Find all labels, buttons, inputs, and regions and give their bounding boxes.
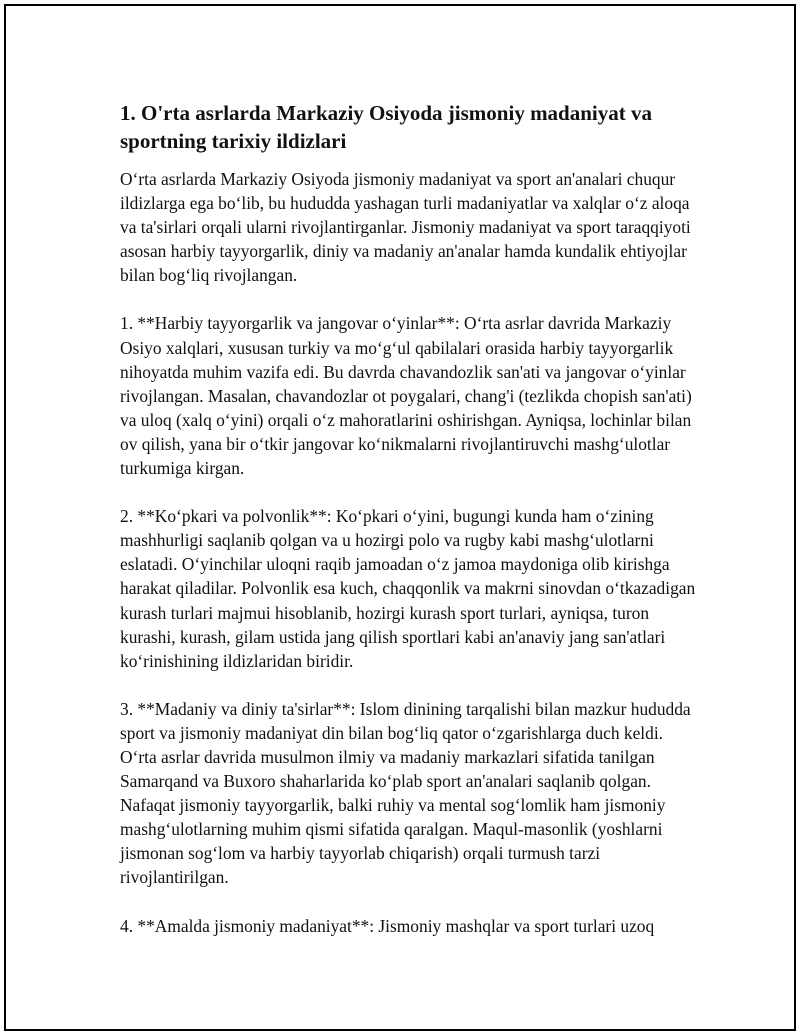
- paragraph-kopkari-wrestling: 2. **Ko‘pkari va polvonlik**: Ko‘pkari o‘yini, bugungi kunda ham o‘zining mashhurligi saqlanib qolgan va u hozirgi polo va rugby kabi mashg‘ulotlarni eslatadi. O‘yinchilar uloqni raqib jamoadan o‘z jamoa maydoniga olib kirishga harakat qiladilar. Polvonlik esa kuch, chaqqonlik va makrni sinovdan o‘tkazadigan kurash turlari majmui hisoblanib, hozirgi kurash sport turlari, ayniqsa, turon kurashi, kurash, gilam ustida jang qilish sportlari kabi an'anaviy jang san'atlari ko‘rinishining ildizlaridan biridir.: [120, 506, 696, 671]
- document-title: 1. O'rta asrlarda Markaziy Osiyoda jismoniy madaniyat va sportning tarixiy ildizlari: [120, 101, 652, 153]
- page-frame: [4, 4, 796, 1031]
- paragraph-cultural-religious: 3. **Madaniy va diniy ta'sirlar**: Islom dinining tarqalishi bilan mazkur hududda sport va jismoniy madaniyat din bilan bog‘liq qator o‘zgarishlarga duch keldi. O‘rta asrlar davrida musulmon ilmiy va madaniy markazlari sifatida tanilgan Samarqand va Buxoro shaharlarida ko‘plab sport an'analari saqlanib qolgan. Nafaqat jismoniy tayyorgarlik, balki ruhiy va mental sog‘lomlik ham jismoniy mashg‘ulotlarning muhim qismi sifatida qaralgan. Maqul-masonlik (yoshlarni jismonan sog‘lom va harbiy tayyorlab chiqarish) orqali turmush tarzi rivojlantirilgan.: [120, 698, 691, 888]
- document-body: [120, 99, 700, 962]
- intro-paragraph: O‘rta asrlarda Markaziy Osiyoda jismoniy madaniyat va sport an'analari chuqur ildizlarga ega bo‘lib, bu hududda yashagan turli madaniyatlar va xalqlar o‘z aloqa va ta'sirlari orqali ularni rivojlantirganlar. Jismoniy madaniyat va sport taraqqiyoti asosan harbiy tayyorgarlik, diniy va madaniy an'analar hamda kundalik ehtiyojlar bilan bog‘liq rivojlangan.: [120, 169, 691, 286]
- paragraph-military-training: 1. **Harbiy tayyorgarlik va jangovar o‘yinlar**: O‘rta asrlar davrida Markaziy Osiyo xalqlari, xususan turkiy va mo‘g‘ul qabilalari orasida harbiy tayyorgarlik nihoyatda muhim vazifa edi. Bu davrda chavandozlik san'ati va jangovar o‘yinlar rivojlangan. Masalan, chavandozlar ot poygalari, chang'i (tezlikda chopish san'ati) va uloq (xalq o‘yini) orqali o‘z mahoratlarini oshirishgan. Ayniqsa, lochinlar bilan ov qilish, yana bir o‘tkir jangovar ko‘nikmalarni rivojlantiruvchi mashg‘ulotlar turkumiga kirgan.: [120, 313, 692, 479]
- paragraph-practical-culture: 4. **Amalda jismoniy madaniyat**: Jismoniy mashqlar va sport turlari uzoq: [120, 915, 655, 936]
